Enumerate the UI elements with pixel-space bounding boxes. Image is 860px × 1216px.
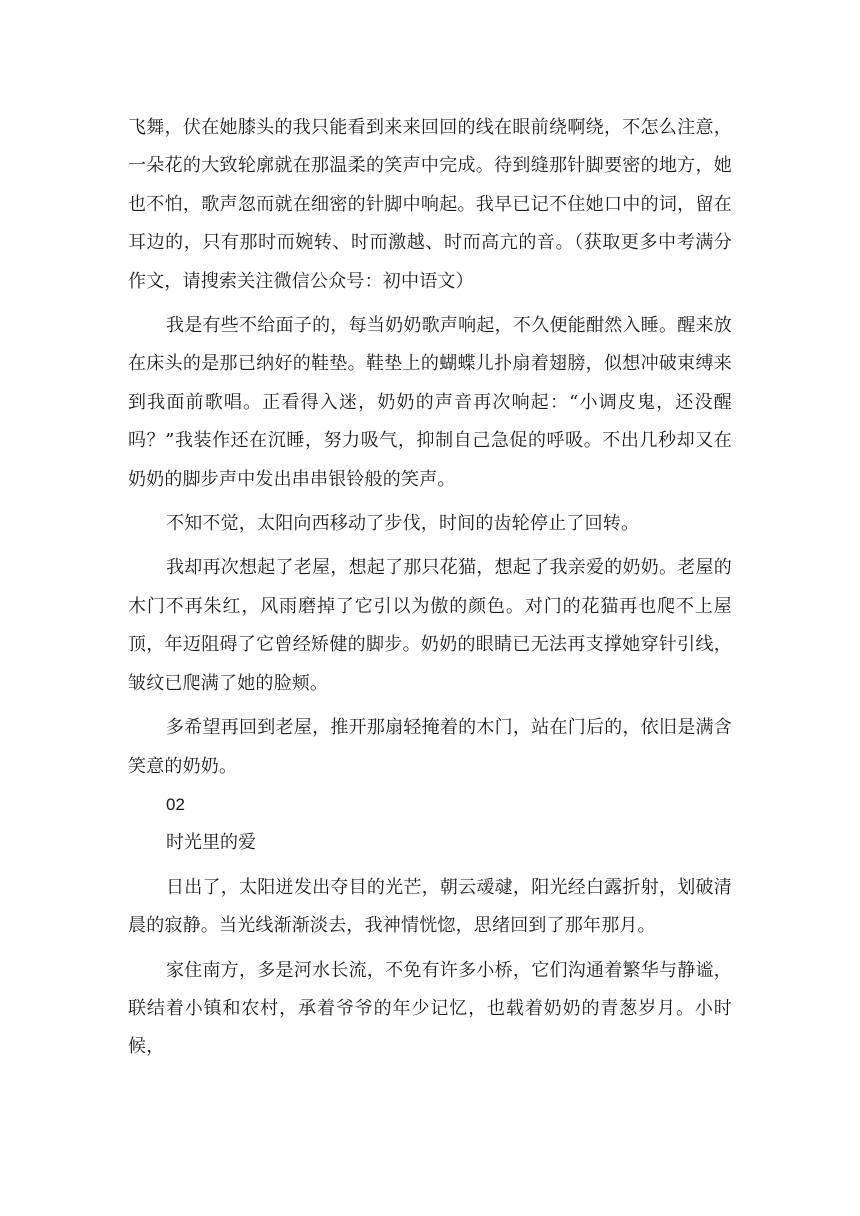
paragraph-6: 日出了，太阳迸发出夺目的光芒，朝云叆叇，阳光经白露折射，划破清晨的寂静。当光线渐渐淡去，我神情恍惚，思绪回到了那年那月。 xyxy=(128,876,732,937)
paragraph-7: 家住南方，多是河水长流，不免有许多小桥，它们沟通着繁华与静谧，联结着小镇和农村，承着爷爷的年少记忆，也载着奶奶的青葱岁月。小时候， xyxy=(128,959,732,1058)
paragraph-1: 飞舞，伏在她膝头的我只能看到来来回回的线在眼前绕啊绕，不怎么注意，一朵花的大致轮廓就在那温柔的笑声中完成。待到缝那针脚要密的地方，她也不怕，歌声忽而就在细密的针脚中响起。我早已记不住她口中的词，留在耳边的，只有那时而婉转、时而激越、时而高亢的音。（获取更多中考满分作文，请搜索关注微信公众号：初中语文） xyxy=(128,117,732,292)
paragraph-4: 我却再次想起了老屋，想起了那只花猫，想起了我亲爱的奶奶。老屋的木门不再朱红，风雨磨掉了它引以为傲的颜色。对门的花猫再也爬不上屋顶，年迈阻碍了它曾经矫健的脚步。奶奶的眼睛已无法再支撑她穿针引线，皱纹已爬满了她的脸颊。 xyxy=(128,557,732,694)
paragraph-2: 我是有些不给面子的，每当奶奶歌声响起，不久便能酣然入睡。醒来放在床头的是那已纳好的鞋垫。鞋垫上的蝴蝶儿扑扇着翅膀，似想冲破束缚来到我面前歌唱。正看得入迷，奶奶的声音再次响起：“小调皮鬼，还没醒吗？”我装作还在沉睡，努力吸气，抑制自己急促的呼吸。不出几秒却又在奶奶的脚步声中发出串串银铃般的笑声。 xyxy=(128,315,732,490)
paragraph-5: 多希望再回到老屋，推开那扇轻掩着的木门，站在门后的，依旧是满含笑意的奶奶。 xyxy=(128,717,732,777)
section-number: 02 xyxy=(166,794,185,814)
document-page xyxy=(128,109,732,1067)
section-title: 时光里的爱 xyxy=(166,832,256,854)
paragraph-3: 不知不觉，太阳向西移动了步伐，时间的齿轮停止了回转。 xyxy=(166,513,640,535)
